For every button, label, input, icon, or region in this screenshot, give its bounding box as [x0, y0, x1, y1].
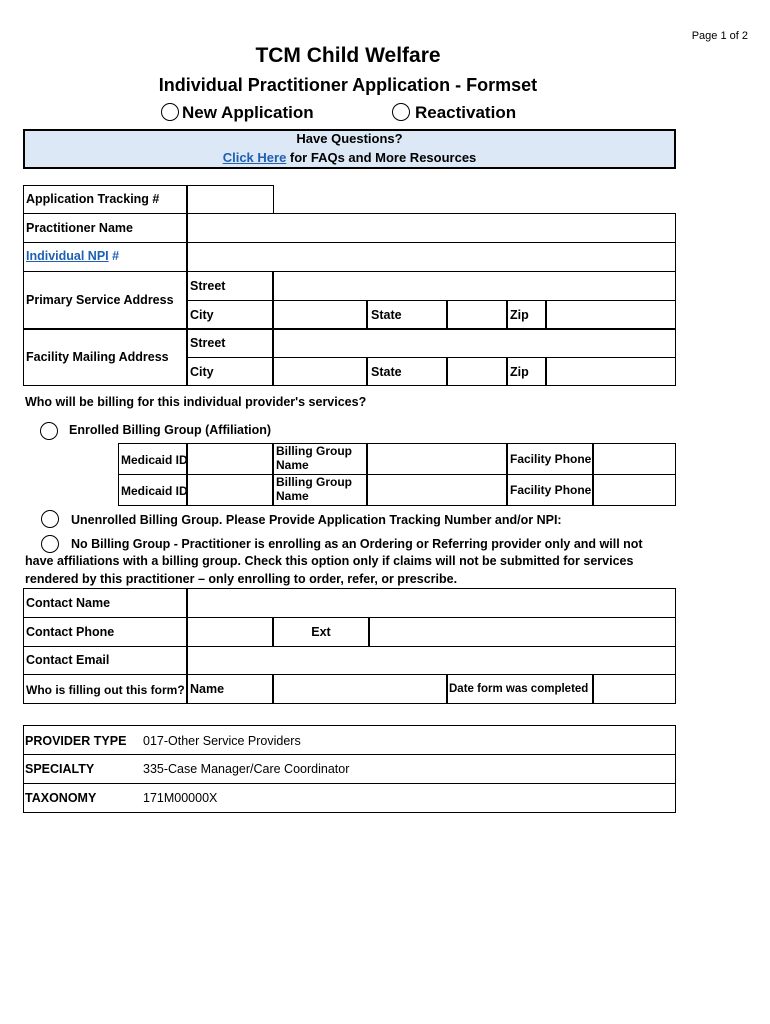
questions-suffix: for FAQs and More Resources [286, 150, 477, 165]
contact-email-input[interactable] [186, 646, 676, 675]
primary-state-label: State [371, 308, 402, 322]
enrolled-billing-label: Enrolled Billing Group (Affiliation) [69, 423, 272, 437]
mailing-street-input[interactable] [272, 328, 676, 358]
primary-address-label: Primary Service Address [26, 293, 174, 307]
specialty-label: SPECIALTY [25, 762, 95, 776]
mailing-address-label: Facility Mailing Address [26, 350, 169, 364]
primary-zip-input[interactable] [545, 300, 676, 330]
taxonomy-value: 171M00000X [143, 791, 218, 805]
medicaid-id-label-1: Medicaid ID [121, 453, 188, 467]
medicaid-id-input-2[interactable] [186, 474, 274, 506]
reactivation-radio[interactable] [392, 103, 410, 121]
provider-type-value: 017-Other Service Providers [143, 734, 301, 748]
new-application-label: New Application [182, 103, 314, 122]
mailing-city-label: City [190, 365, 214, 379]
taxonomy-label: TAXONOMY [25, 791, 97, 805]
mailing-zip-input[interactable] [545, 357, 676, 386]
enrolled-billing-radio[interactable] [40, 422, 58, 440]
billing-group-name-input-1[interactable] [366, 443, 508, 475]
specialty-value: 335-Case Manager/Care Coordinator [143, 762, 350, 776]
no-billing-group-line1: No Billing Group - Practitioner is enrolling as an Ordering or Referring provider only and will not [71, 537, 643, 551]
ext-input[interactable] [368, 617, 676, 647]
page-number: Page 1 of 2 [691, 30, 748, 42]
billing-question: Who will be billing for this individual provider's services? [25, 395, 367, 409]
primary-city-input[interactable] [272, 300, 368, 330]
date-completed-input[interactable] [592, 674, 676, 704]
primary-city-label: City [190, 308, 214, 322]
npi-label [26, 249, 119, 263]
billing-group-name-line2: Name [276, 458, 309, 472]
npi-input[interactable] [186, 242, 676, 272]
mailing-city-input[interactable] [272, 357, 368, 386]
no-billing-group-line2: have affiliations with a billing group. Check this option only if claims will not be submitted for services [25, 554, 634, 568]
contact-name-label: Contact Name [26, 596, 111, 610]
specialty-row [23, 754, 676, 784]
facility-phone-input-1[interactable] [592, 443, 676, 475]
billing-group-name-label-2 [276, 475, 352, 503]
facility-phone-label-2: Facility Phone [510, 483, 592, 497]
tracking-input[interactable] [186, 185, 274, 214]
primary-state-input[interactable] [446, 300, 508, 330]
facility-phone-label-1: Facility Phone [510, 452, 592, 466]
click-here-link[interactable]: Click Here [222, 150, 287, 165]
filler-name-input[interactable] [272, 674, 448, 704]
contact-phone-label: Contact Phone [26, 625, 115, 639]
mailing-state-label: State [371, 365, 402, 379]
page-subtitle: Individual Practitioner Application - Formset [158, 75, 538, 95]
page-title: TCM Child Welfare [255, 44, 441, 67]
primary-street-label: Street [190, 279, 226, 293]
npi-hash: # [108, 249, 120, 263]
questions-heading: Have Questions? [296, 131, 403, 146]
tracking-label: Application Tracking # [26, 192, 160, 206]
facility-phone-input-2[interactable] [592, 474, 676, 506]
who-filling-label: Who is filling out this form? [26, 683, 185, 697]
provider-type-label: PROVIDER TYPE [25, 734, 127, 748]
ext-label: Ext [311, 625, 331, 639]
mailing-state-input[interactable] [446, 357, 508, 386]
billing-group-name-line2: Name [276, 489, 309, 503]
unenrolled-billing-radio[interactable] [41, 510, 59, 528]
new-application-radio[interactable] [161, 103, 179, 121]
filler-name-label: Name [190, 682, 225, 696]
taxonomy-row [23, 783, 676, 813]
contact-phone-input[interactable] [186, 617, 274, 647]
contact-email-label: Contact Email [26, 653, 110, 667]
primary-zip-label: Zip [510, 308, 529, 322]
npi-link[interactable]: Individual NPI [26, 249, 109, 263]
reactivation-label: Reactivation [415, 103, 517, 122]
medicaid-id-label-2: Medicaid ID [121, 484, 188, 498]
billing-group-name-label-1 [276, 444, 352, 472]
questions-line [23, 150, 676, 165]
contact-name-input[interactable] [186, 588, 676, 618]
primary-street-input[interactable] [272, 271, 676, 301]
mailing-zip-label: Zip [510, 365, 529, 379]
billing-group-name-input-2[interactable] [366, 474, 508, 506]
no-billing-group-radio[interactable] [41, 535, 59, 553]
unenrolled-billing-label: Unenrolled Billing Group. Please Provide Application Tracking Number and/or NPI: [71, 513, 562, 527]
billing-group-name-line1: Billing Group [276, 475, 352, 489]
billing-group-name-line1: Billing Group [276, 444, 352, 458]
no-billing-group-line3: rendered by this practitioner – only enrolling to order, refer, or prescribe. [25, 572, 458, 586]
date-completed-label: Date form was completed [449, 683, 589, 695]
mailing-street-label: Street [190, 336, 226, 350]
medicaid-id-input-1[interactable] [186, 443, 274, 475]
practitioner-name-label: Practitioner Name [26, 221, 133, 235]
practitioner-name-input[interactable] [186, 213, 676, 243]
